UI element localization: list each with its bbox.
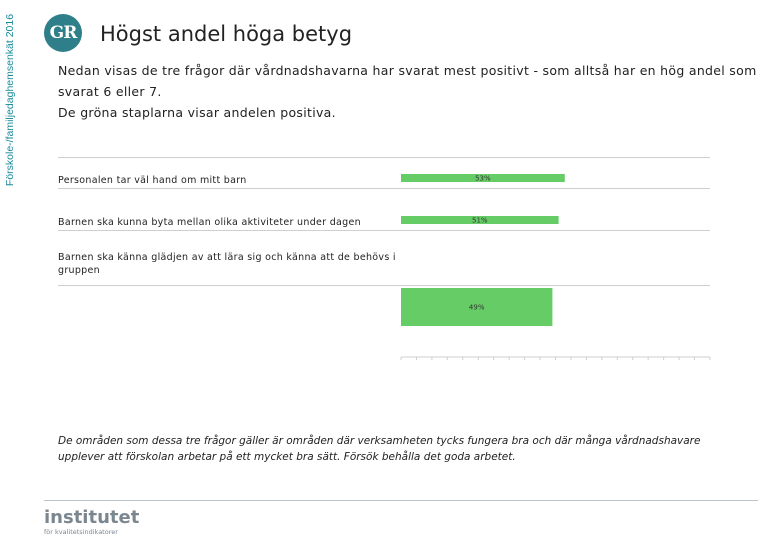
bar-value-label: 49% bbox=[468, 303, 485, 312]
footer-note-line: upplever att förskolan arbetar på ett mycket bra sätt. Försök behålla det goda arbetet. bbox=[58, 451, 516, 463]
question-label-line: Personalen tar väl hand om mitt barn bbox=[58, 175, 247, 186]
question-label-line: Barnen ska kunna byta mellan olika aktiviteter under dagen bbox=[58, 217, 361, 228]
page-title: Högst andel höga betyg bbox=[100, 22, 353, 46]
brand-subtitle: för kvalitetsindikatorer bbox=[44, 528, 118, 536]
footer-note bbox=[58, 433, 748, 465]
question-label-line: gruppen bbox=[58, 265, 100, 276]
brand-name: institutet bbox=[44, 507, 140, 528]
intro-line: svarat 6 eller 7. bbox=[58, 84, 162, 99]
bar-value-label: 53% bbox=[475, 174, 491, 183]
institutet-logo bbox=[44, 508, 139, 536]
bar-value-label: 51% bbox=[472, 216, 488, 225]
gr-logo-text: GR bbox=[49, 23, 77, 43]
question-label-line: Barnen ska känna glädjen av att lära sig och känna att de behövs i bbox=[58, 252, 396, 263]
intro-line: Nedan visas de tre frågor där vårdnadshavarna har svarat mest positivt - som alltså har en hög andel som bbox=[58, 63, 757, 78]
intro-line: De gröna staplarna visar andelen positiva. bbox=[58, 105, 336, 120]
footer-note-line: De områden som dessa tre frågor gäller är områden där verksamheten tycks fungera bra och där många vårdnadshavare bbox=[58, 435, 701, 447]
footer-divider bbox=[44, 500, 758, 501]
survey-side-label-text: Förskole-/familjedaghemsenkät 2016 bbox=[4, 13, 16, 187]
